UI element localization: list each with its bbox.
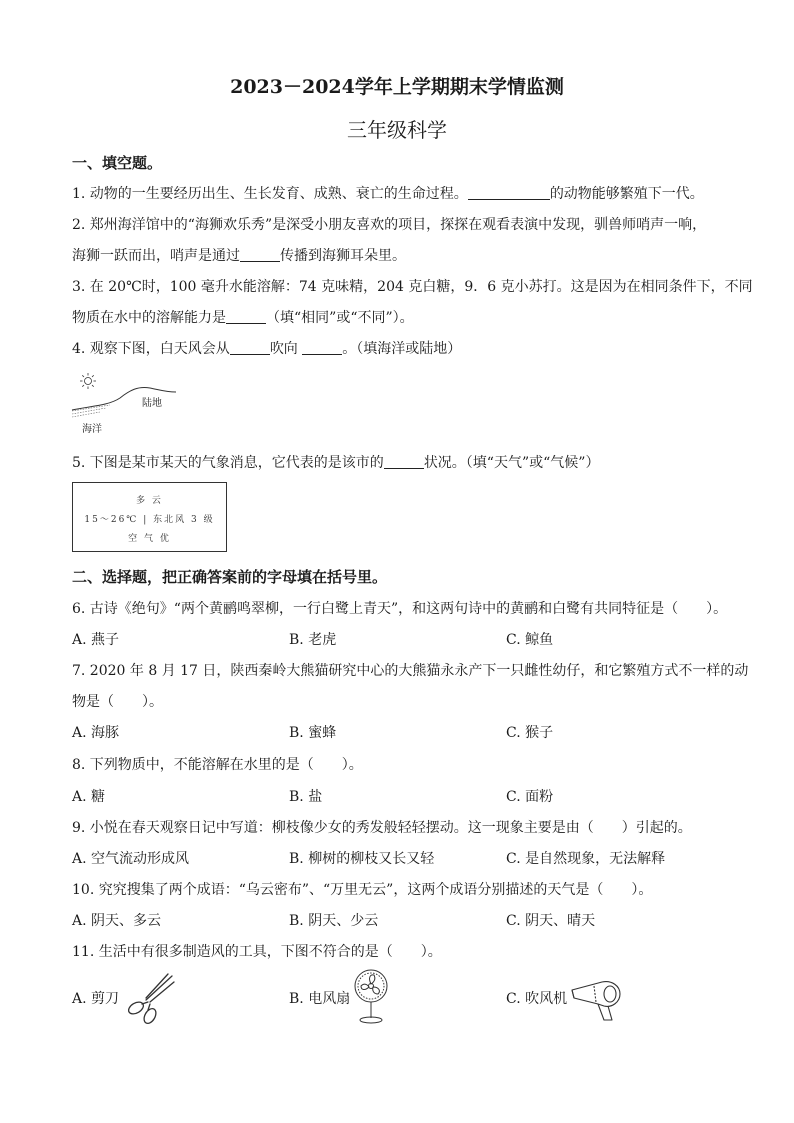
- q9-option-c[interactable]: C. 是自然现象，无法解释: [506, 851, 666, 867]
- section-heading-multiple-choice: 二、选择题，把正确答案前的字母填在括号里。: [72, 568, 388, 586]
- question-7-line-1: 7. 2020 年 8 月 17 日，陕西秦岭大熊猫研究中心的大熊猫永永产下一只雌性幼仔，和它繁殖方式不一样的动: [72, 663, 749, 679]
- sea-label: 海洋: [82, 424, 102, 435]
- question-10: 10. 究究搜集了两个成语：“乌云密布”、“万里无云”，这两个成语分别描述的天气是（ ）。: [72, 882, 653, 898]
- question-3-line-1: 3. 在 20℃时，100 毫升水能溶解：74 克味精，204 克白糖，9．6 克小苏打。这是因为在相同条件下，不同: [72, 279, 753, 295]
- question-11: 11. 生活中有很多制造风的工具，下图不符合的是（ ）。: [72, 944, 442, 960]
- answer-blank[interactable]: [226, 309, 266, 324]
- answer-blank[interactable]: [230, 340, 270, 355]
- answer-blank[interactable]: [384, 454, 424, 469]
- question-7-line-2: 物是（ ）。: [72, 694, 163, 710]
- question-4-text: 4. 观察下图，白天风会从: [72, 341, 230, 357]
- page-subtitle: 三年级科学: [347, 118, 447, 142]
- q7-option-b[interactable]: B. 蜜蜂: [289, 725, 337, 741]
- sea-land-breeze-figure: [70, 370, 180, 435]
- q9-option-b[interactable]: B. 柳树的柳枝又长又轻: [289, 851, 435, 867]
- question-1: [72, 183, 704, 203]
- q6-option-c[interactable]: C. 鲸鱼: [506, 632, 554, 648]
- question-8: 8. 下列物质中，不能溶解在水里的是（ ）。: [72, 757, 363, 773]
- question-3-line-2: [72, 307, 414, 327]
- question-1-text-end: 的动物能够繁殖下一代。: [549, 186, 704, 202]
- question-1-text: 1. 动物的一生要经历出生、生长发育、成熟、衰亡的生命过程。: [72, 186, 468, 202]
- question-4: [72, 338, 461, 358]
- question-5-text: 5. 下图是某市某天的气象消息，它代表的是该市的: [72, 455, 384, 471]
- section-heading-fill-blank: 一、填空题。: [72, 154, 163, 172]
- question-2-text: 海狮一跃而出，哨声是通过: [72, 248, 240, 264]
- question-3-text-end: （填“相同”或“不同”）。: [266, 310, 414, 326]
- answer-blank[interactable]: [302, 340, 342, 355]
- weather-air-quality: 空 气 优: [128, 534, 171, 544]
- answer-blank[interactable]: [240, 247, 280, 262]
- page-title: 2023－2024学年上学期期末学情监测: [230, 76, 564, 98]
- q11-option-b[interactable]: B. 电风扇: [289, 991, 351, 1007]
- question-5: [72, 452, 599, 472]
- question-4-text-end: 。（填海洋或陆地）: [342, 341, 462, 357]
- q11-option-a[interactable]: A. 剪刀: [72, 991, 120, 1007]
- q10-option-b[interactable]: B. 阴天、少云: [289, 913, 379, 929]
- land-label: 陆地: [142, 398, 162, 409]
- answer-blank[interactable]: [468, 185, 550, 200]
- question-2-line-2: [72, 245, 406, 265]
- weather-condition: 多 云: [136, 496, 163, 506]
- question-9: 9. 小悦在春天观察日记中写道：柳枝像少女的秀发般轻轻摆动。这一现象主要是由（ ）引起的。: [72, 820, 692, 836]
- hair-dryer-icon: [568, 976, 628, 1022]
- q10-option-c[interactable]: C. 阴天、晴天: [506, 913, 596, 929]
- q7-option-a[interactable]: A. 海豚: [72, 725, 120, 741]
- weather-report-box: [72, 482, 227, 552]
- q11-option-c[interactable]: C. 吹风机: [506, 991, 568, 1007]
- q8-option-a[interactable]: A. 糖: [72, 789, 106, 805]
- q7-option-c[interactable]: C. 猴子: [506, 725, 554, 741]
- question-5-text-end: 状况。（填“天气”或“气候”）: [423, 455, 600, 471]
- question-2-text-end: 传播到海狮耳朵里。: [280, 248, 406, 264]
- scissors-icon: [122, 972, 176, 1026]
- q9-option-a[interactable]: A. 空气流动形成风: [72, 851, 190, 867]
- q10-option-a[interactable]: A. 阴天、多云: [72, 913, 162, 929]
- weather-temperature-wind: 15～26℃ | 东北风 3 级: [84, 515, 215, 525]
- question-4-text-middle: 吹向: [269, 341, 298, 357]
- q6-option-a[interactable]: A. 燕子: [72, 632, 120, 648]
- question-6: 6. 古诗《绝句》“两个黄鹂鸣翠柳，一行白鹭上青天”，和这两句诗中的黄鹂和白鹭有共同特征是（ ）。: [72, 601, 728, 617]
- electric-fan-icon: [350, 968, 392, 1026]
- question-2-line-1: 2. 郑州海洋馆中的“海狮欢乐秀”是深受小朋友喜欢的项目，探探在观看表演中发现，驯兽师哨声一响，: [72, 217, 707, 233]
- q8-option-b[interactable]: B. 盐: [289, 789, 323, 805]
- q8-option-c[interactable]: C. 面粉: [506, 789, 554, 805]
- sun-icon: [80, 373, 96, 389]
- q6-option-b[interactable]: B. 老虎: [289, 632, 337, 648]
- question-3-text: 物质在水中的溶解能力是: [72, 310, 226, 326]
